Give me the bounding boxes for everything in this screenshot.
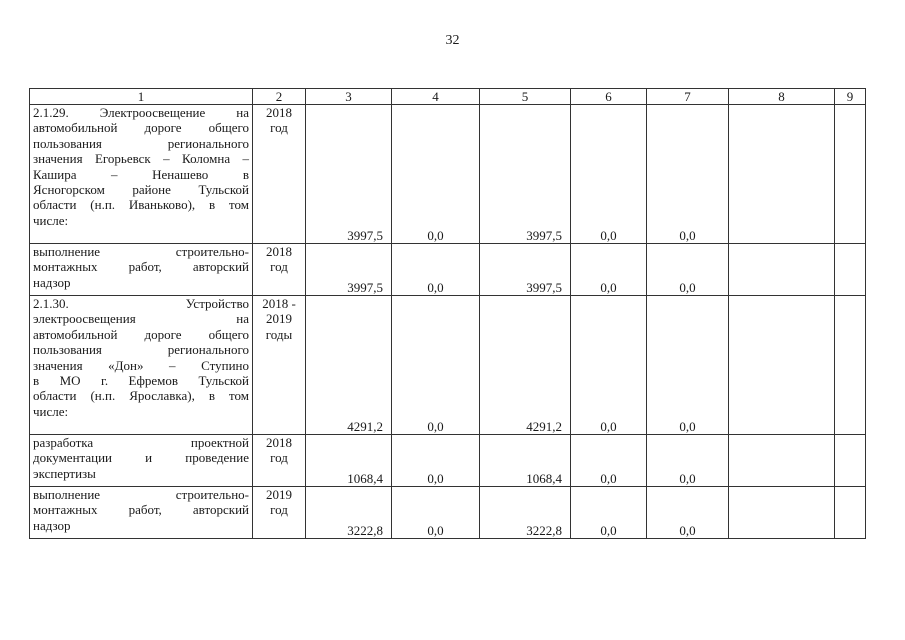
- value-col3: 3997,5: [306, 244, 392, 296]
- item-name-line: значения Егорьевск – Коломна –: [33, 151, 249, 167]
- value-col9: [835, 487, 866, 539]
- item-name-line: надзор: [33, 517, 71, 533]
- value-col3: 3997,5: [306, 105, 392, 244]
- value-col3: 3222,8: [306, 487, 392, 539]
- budget-table: [29, 88, 866, 539]
- value-col7: 0,0: [647, 244, 729, 296]
- item-name-line: 2.1.29. Электроосвещение на: [33, 105, 249, 120]
- item-name-line: электроосвещения на: [33, 311, 249, 327]
- table-row: [30, 435, 866, 487]
- item-name-line: монтажных работ, авторский: [33, 502, 249, 518]
- header-cell: 8: [729, 89, 835, 105]
- header-cell: 9: [835, 89, 866, 105]
- value-col5: 3997,5: [480, 244, 571, 296]
- value-col8: [729, 244, 835, 296]
- table-row: [30, 105, 866, 244]
- item-name-cell: [30, 296, 253, 435]
- header-cell: 1: [30, 89, 253, 105]
- header-row: [30, 89, 866, 105]
- value-col6: 0,0: [571, 435, 647, 487]
- table-row: [30, 487, 866, 539]
- value-col5: 4291,2: [480, 296, 571, 435]
- item-name-line: экспертизы: [33, 465, 96, 481]
- year-cell: 2018 год: [253, 435, 306, 487]
- item-name-line: монтажных работ, авторский: [33, 259, 249, 275]
- item-name-line: пользования регионального: [33, 135, 249, 151]
- table-row: [30, 296, 866, 435]
- table-row: [30, 244, 866, 296]
- header-cell: 3: [306, 89, 392, 105]
- value-col7: 0,0: [647, 487, 729, 539]
- header-cell: 4: [392, 89, 480, 105]
- value-col8: [729, 105, 835, 244]
- item-name-line: числе:: [33, 403, 69, 419]
- value-col8: [729, 435, 835, 487]
- item-name-cell: [30, 487, 253, 539]
- item-name-line: области (н.п. Иваньково), в том: [33, 197, 249, 213]
- value-col6: 0,0: [571, 105, 647, 244]
- value-col7: 0,0: [647, 105, 729, 244]
- item-name-line: числе:: [33, 212, 69, 228]
- item-name-line: области (н.п. Ярославка), в том: [33, 388, 249, 404]
- page-number: 32: [445, 33, 460, 48]
- value-col7: 0,0: [647, 296, 729, 435]
- item-name-line: пользования регионального: [33, 342, 249, 358]
- item-name-line: автомобильной дороге общего: [33, 120, 249, 136]
- value-col4: 0,0: [392, 105, 480, 244]
- value-col3: 1068,4: [306, 435, 392, 487]
- header-cell: 7: [647, 89, 729, 105]
- value-col7: 0,0: [647, 435, 729, 487]
- item-name-line: выполнение строительно-: [33, 487, 249, 502]
- value-col5: 1068,4: [480, 435, 571, 487]
- item-name-line: разработка проектной: [33, 435, 249, 450]
- value-col6: 0,0: [571, 244, 647, 296]
- value-col9: [835, 244, 866, 296]
- value-col4: 0,0: [392, 244, 480, 296]
- item-name-line: 2.1.30. Устройство: [33, 296, 249, 311]
- value-col9: [835, 296, 866, 435]
- value-col9: [835, 435, 866, 487]
- item-name-line: документации и проведение: [33, 450, 249, 466]
- value-col6: 0,0: [571, 487, 647, 539]
- item-name-cell: [30, 244, 253, 296]
- year-cell: 2018 год: [253, 244, 306, 296]
- value-col4: 0,0: [392, 487, 480, 539]
- year-cell: 2019 год: [253, 487, 306, 539]
- header-cell: 2: [253, 89, 306, 105]
- item-name-line: Ясногорском районе Тульской: [33, 182, 249, 198]
- value-col8: [729, 487, 835, 539]
- item-name-line: выполнение строительно-: [33, 244, 249, 259]
- year-cell: 2018 - 2019 годы: [253, 296, 306, 435]
- header-cell: 5: [480, 89, 571, 105]
- value-col4: 0,0: [392, 435, 480, 487]
- item-name-line: значения «Дон» – Ступино: [33, 357, 249, 373]
- value-col8: [729, 296, 835, 435]
- item-name-cell: [30, 105, 253, 244]
- value-col3: 4291,2: [306, 296, 392, 435]
- value-col4: 0,0: [392, 296, 480, 435]
- item-name-cell: [30, 435, 253, 487]
- value-col5: 3222,8: [480, 487, 571, 539]
- value-col9: [835, 105, 866, 244]
- item-name-line: в МО г. Ефремов Тульской: [33, 373, 249, 389]
- item-name-line: автомобильной дороге общего: [33, 326, 249, 342]
- item-name-line: надзор: [33, 274, 71, 290]
- year-cell: 2018 год: [253, 105, 306, 244]
- header-cell: 6: [571, 89, 647, 105]
- value-col6: 0,0: [571, 296, 647, 435]
- value-col5: 3997,5: [480, 105, 571, 244]
- item-name-line: Кашира – Ненашево в: [33, 166, 249, 182]
